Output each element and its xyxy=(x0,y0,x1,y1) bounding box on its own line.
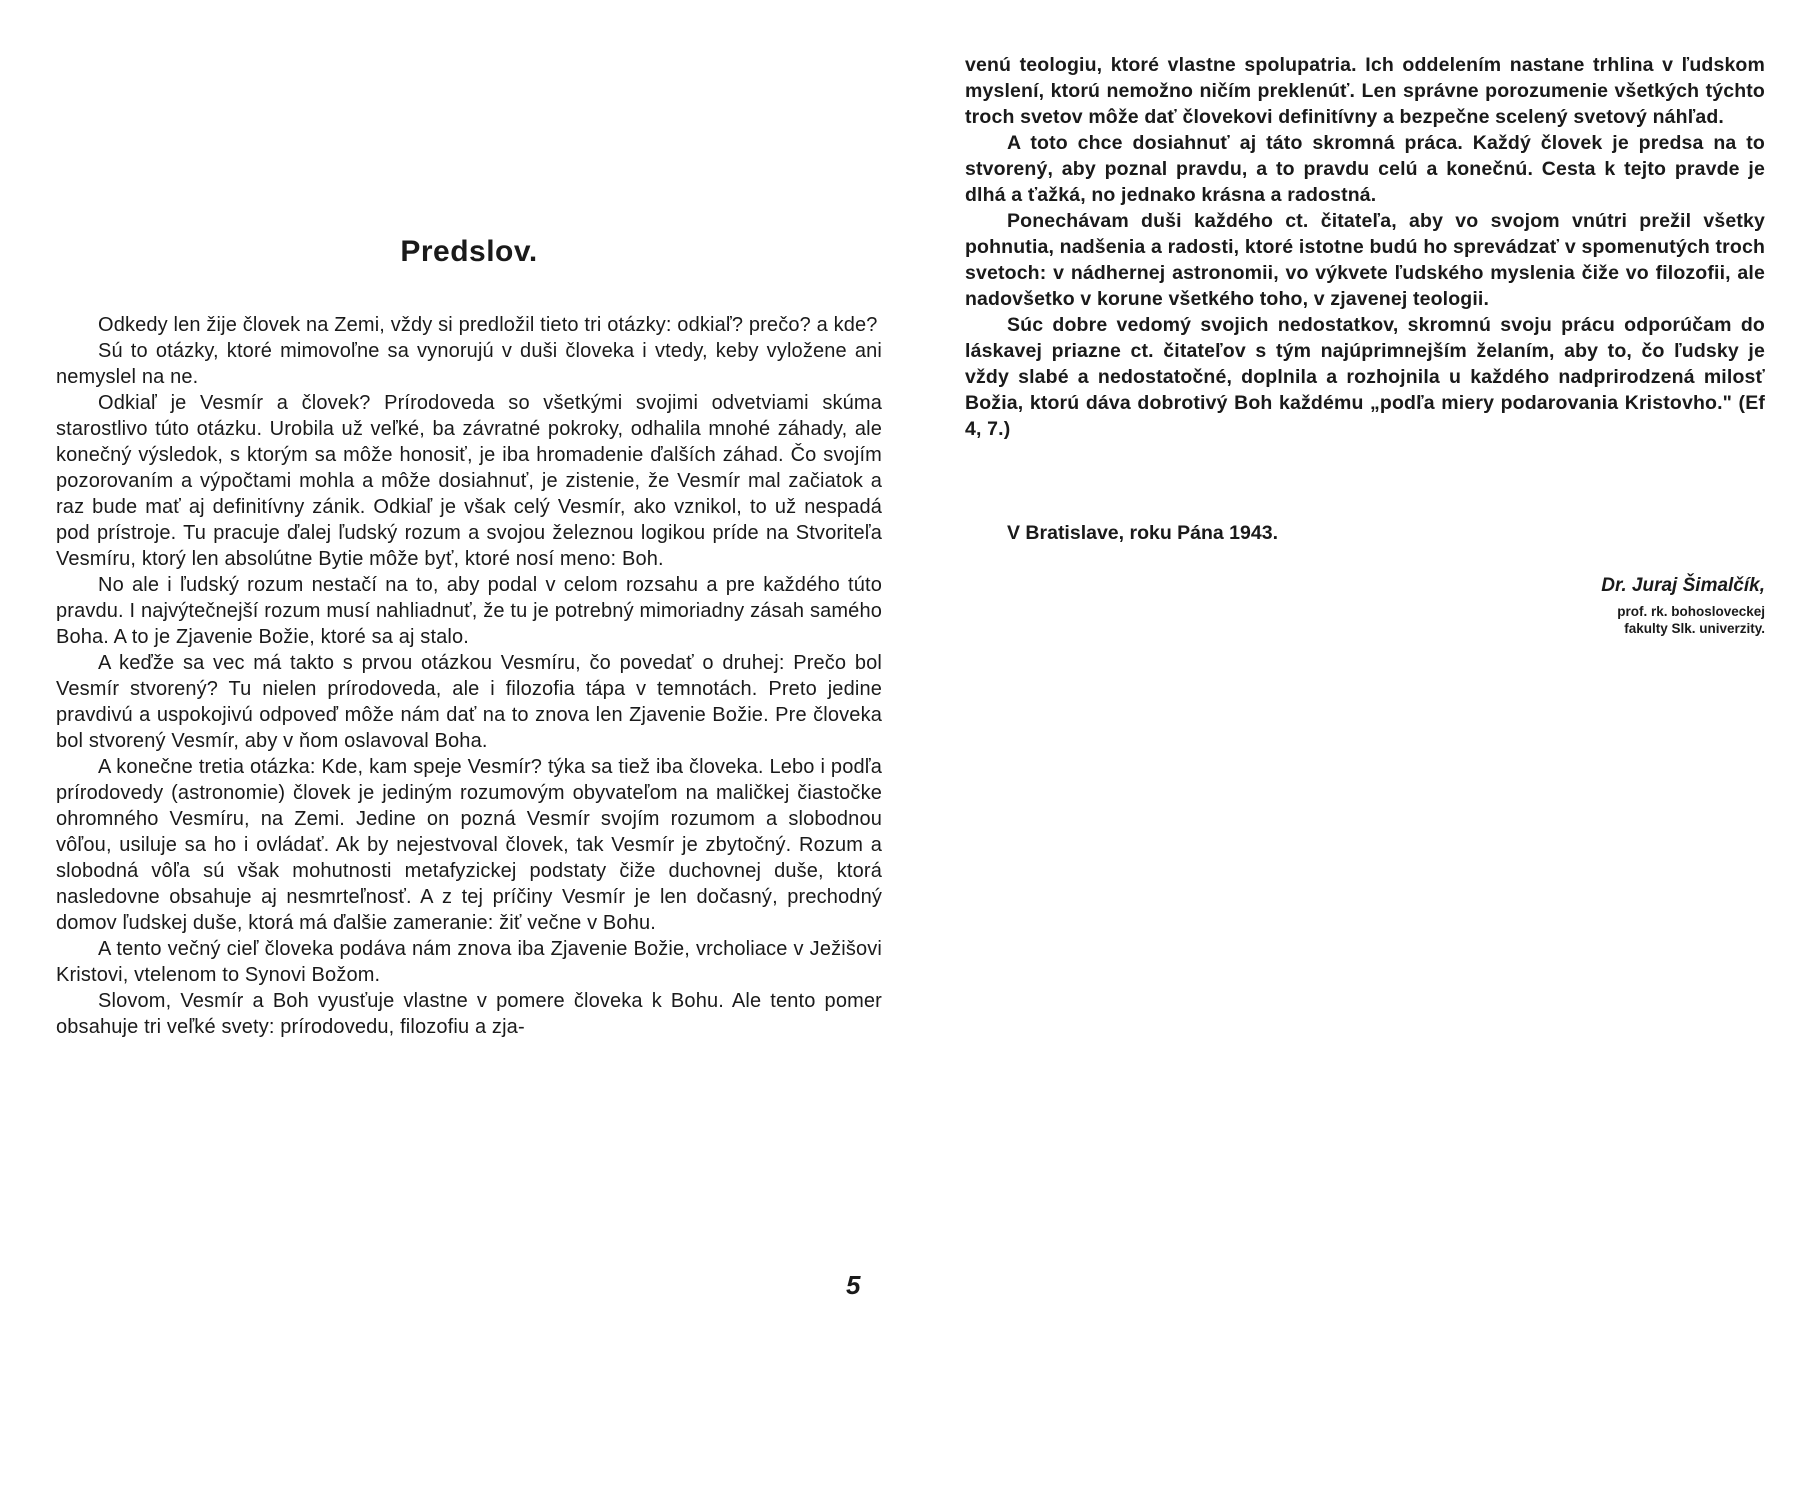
paragraph: A konečne tretia otázka: Kde, kam speje Vesmír? týka sa tiež iba človeka. Lebo i podľa prírodovedy (astronomie) človek je jediným rozumovým obyvateľom na maličkej čiastočke ohromného Vesmíru, na Zemi. Jedine on pozná Vesmír svojím rozumom a slobodnou vôľou, usiluje sa ho i ovládať. Ak by nejestvoval človek, tak Vesmír je zbytočný. Rozum a slobodná vôľa sú však mohutnosti metafyzickej podstaty čiže duchovnej duše, ktorá nasledovne obsahuje aj nesmrteľnosť. A z tej príčiny Vesmír je len dočasný, prechodný domov ľudskej duše, ktorá má ďalšie zameranie: žiť večne v Bohu. xyxy=(56,756,882,934)
paragraph: Súc dobre vedomý svojich nedostatkov, skromnú svoju prácu odporúčam do láskavej priazne ct. čitateľov s tým najúprimnejším želaním, aby to, čo ľudsky je vždy slabé a nedostatočné, doplnila a rozhojnila u každého nadprirodzená milosť Božia, ktorú dáva dobrotivý Boh každému „podľa miery podarovania Kristovho." (Ef 4, 7.) xyxy=(965,314,1765,440)
paragraph: Ponechávam duši každého ct. čitateľa, aby vo svojom vnútri prežil všetky pohnutia, nadšenia a radosti, ktoré istotne budú ho sprevádzať v spomenutých troch svetoch: v nádhernej astronomii, vo výkvete ľudského myslenia čiže vo filozofii, ale nadovšetko v korune všetkého toho, v zjavenej teologii. xyxy=(965,210,1765,310)
paragraph: A toto chce dosiahnuť aj táto skromná práca. Každý človek je predsa na to stvorený, aby poznal pravdu, a to pravdu celú a konečnú. Cesta k tejto pravde je dlhá a ťažká, no jednako krásna a radostná. xyxy=(965,132,1765,206)
author-affiliation: fakulty Slk. univerzity. xyxy=(1624,621,1765,636)
paragraph: venú teologiu, ktoré vlastne spolupatria. Ich oddelením nastane trhlina v ľudskom myslení, ktorú nemožno ničím preklenúť. Len správne porozumenie všetkých týchto troch svetov môže dať človekovi definitívny a bezpečne scelený svetový náhľad. xyxy=(965,54,1765,128)
right-body-text xyxy=(965,52,1765,442)
author-title: prof. rk. bohosloveckej xyxy=(1617,604,1765,619)
paragraph: Sú to otázky, ktoré mimovoľne sa vynorujú v duši človeka i vtedy, keby vyložene ani nemyslel na ne. xyxy=(56,340,882,388)
paragraph: No ale i ľudský rozum nestačí na to, aby podal v celom rozsahu a pre každého túto pravdu. I najvýtečnejší rozum musí nahliadnuť, že tu je potrebný mimoriadny zásah samého Boha. A to je Zjavenie Božie, ktoré sa aj stalo. xyxy=(56,574,882,648)
paragraph: Slovom, Vesmír a Boh vyusťuje vlastne v pomere človeka k Bohu. Ale tento pomer obsahuje tri veľké svety: prírodovedu, filozofiu a zja- xyxy=(56,990,882,1038)
paragraph: A keďže sa vec má takto s prvou otázkou Vesmíru, čo povedať o druhej: Prečo bol Vesmír stvorený? Tu nielen prírodoveda, ale i filozofia tápa v temnotách. Preto jedine pravdivú a uspokojivú odpoveď môže nám dať na to znova len Zjavenie Božie. Pre človeka bol stvorený Vesmír, aby v ňom oslavoval Boha. xyxy=(56,652,882,752)
signature-block xyxy=(1601,575,1765,637)
page-number: 5 xyxy=(846,1270,861,1300)
left-body-text xyxy=(56,312,882,1040)
page-title: Predslov. xyxy=(400,235,538,268)
paragraph: Odkiaľ je Vesmír a človek? Prírodoveda so všetkými svojimi odvetviami skúma starostlivo túto otázku. Urobila už veľké, ba závratné pokroky, odhalila mnohé záhady, ale konečný výsledok, s ktorým sa môže honosiť, je iba hromadenie ďalších záhad. Čo svojím pozorovaním a výpočtami mohla a môže dosiahnuť, je zistenie, že Vesmír mal začiatok a raz bude mať aj definitívny zánik. Odkiaľ je však celý Vesmír, ako vznikol, to už nespadá pod prístroje. Tu pracuje ďalej ľudský rozum a svojou železnou logikou príde na Stvoriteľa Vesmíru, ktorý len absolútne Bytie môže byť, ktoré nosí meno: Boh. xyxy=(56,392,882,570)
paragraph: Odkedy len žije človek na Zemi, vždy si predložil tieto tri otázky: odkiaľ? prečo? a kde? xyxy=(98,314,878,336)
paragraph: A tento večný cieľ človeka podáva nám znova iba Zjavenie Božie, vrcholiace v Ježišovi Kristovi, vtelenom to Synovi Božom. xyxy=(56,938,882,986)
author-name: Dr. Juraj Šimalčík, xyxy=(1601,575,1765,596)
date-line: V Bratislave, roku Pána 1943. xyxy=(1007,522,1278,544)
